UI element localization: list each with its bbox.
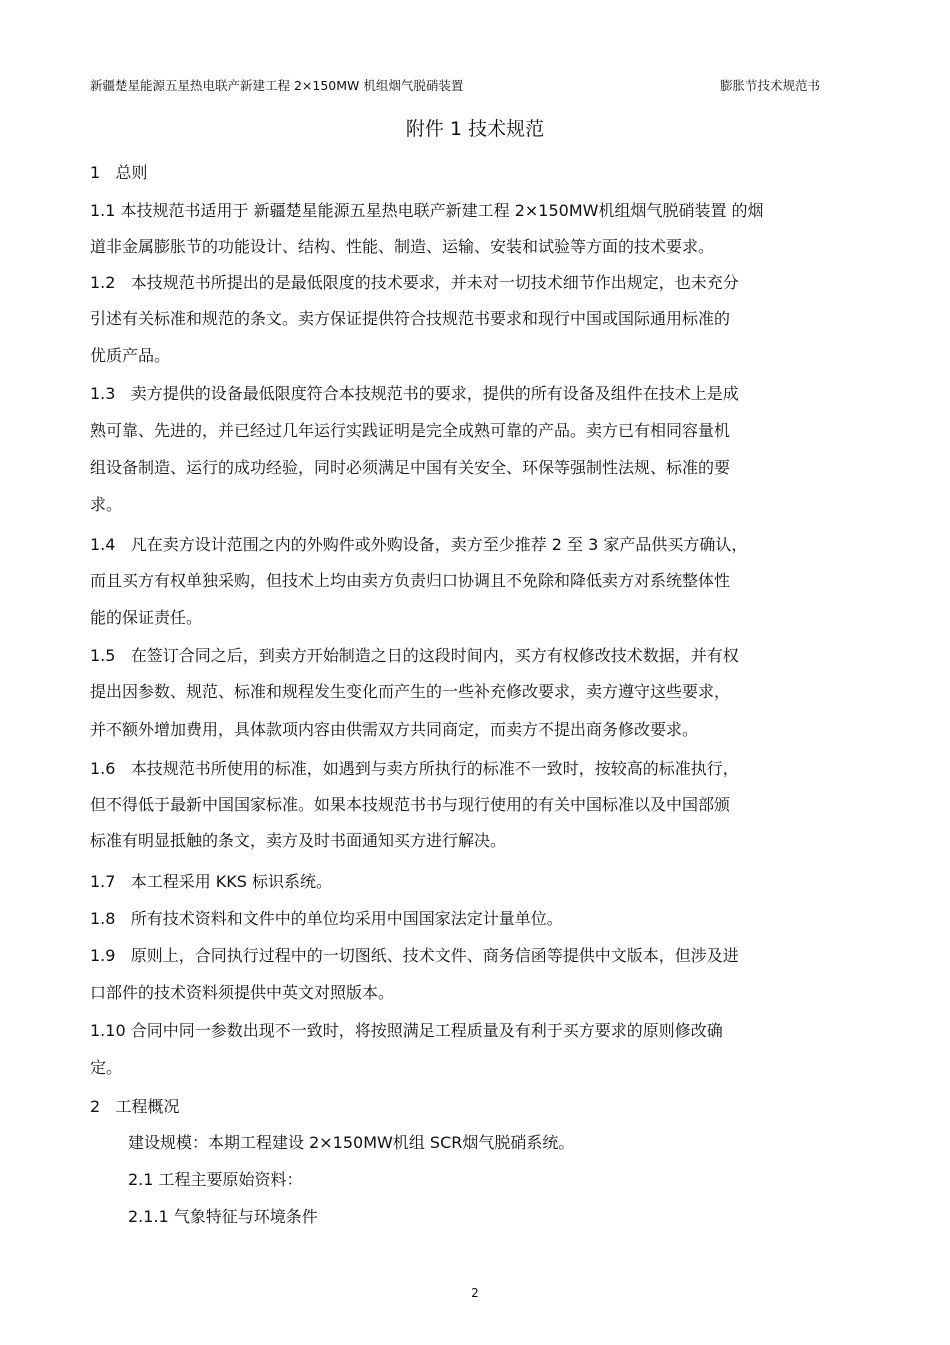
subsection-heading: 2.1.1 气象特征与环境条件 (128, 1207, 318, 1226)
page-title: 附件 1 技术规范 (405, 118, 545, 140)
text-line: 道非金属膨胀节的功能设计、结构、性能、制造、运输、安装和试验等方面的技术要求。 (90, 237, 715, 256)
text-line: 熟可靠、先进的，并已经过几年运行实践证明是完全成熟可靠的产品。卖方已有相同容量机 (90, 421, 731, 440)
text-line: 1.8 所有技术资料和文件中的单位均采用中国国家法定计量单位。 (90, 909, 563, 928)
section-heading-2: 2 工程概况 (90, 1097, 180, 1116)
text-line: 并不额外增加费用，具体款项内容由供需双方共同商定，而卖方不提出商务修改要求。 (90, 720, 699, 739)
page-number: 2 (471, 1286, 479, 1300)
text-line: 1.2 本技规范书所提出的是最低限度的技术要求，并未对一切技术细节作出规定，也未充分 (90, 273, 739, 292)
section-heading-1: 1 总则 (90, 163, 148, 182)
text-line: 1.7 本工程采用 KKS 标识系统。 (90, 872, 333, 891)
text-line: 组设备制造、运行的成功经验，同时必须满足中国有关安全、环保等强制性法规、标准的要 (90, 458, 731, 477)
text-line: 1.9 原则上，合同执行过程中的一切图纸、技术文件、商务信函等提供中文版本，但涉及进 (90, 946, 739, 965)
text-line: 1.3 卖方提供的设备最低限度符合本技规范书的要求，提供的所有设备及组件在技术上是成 (90, 384, 739, 403)
text-line: 提出因参数、规范、标准和规程发生变化而产生的一些补充修改要求，卖方遵守这些要求， (90, 682, 731, 701)
text-line: 1.5 在签订合同之后，到卖方开始制造之日的这段时间内，买方有权修改技术数据，并有权 (90, 646, 739, 665)
text-line: 1.6 本技规范书所使用的标准，如遇到与卖方所执行的标准不一致时，按较高的标准执行， (90, 759, 739, 778)
text-line: 引述有关标准和规范的条文。卖方保证提供符合技规范书要求和现行中国或国际通用标准的 (90, 309, 731, 328)
header-document-title: 膨胀节技术规范书 (719, 78, 820, 93)
text-line: 而且买方有权单独采购，但技术上均由卖方负责归口协调且不免除和降低卖方对系统整体性 (90, 571, 731, 590)
text-line: 但不得低于最新中国国家标准。如果本技规范书书与现行使用的有关中国标准以及中国部颁 (90, 795, 731, 814)
text-line: 优质产品。 (90, 346, 171, 365)
text-line: 建设规模：本期工程建设 2×150MW机组 SCR烟气脱硝系统。 (128, 1133, 575, 1152)
subsection-heading: 2.1 工程主要原始资料： (128, 1170, 303, 1189)
text-line: 定。 (90, 1058, 123, 1077)
text-line: 能的保证责任。 (90, 608, 203, 627)
text-line: 口部件的技术资料须提供中英文对照版本。 (90, 983, 395, 1002)
header-project-title: 新疆楚星能源五星热电联产新建工程 2×150MW 机组烟气脱硝装置 (90, 78, 464, 93)
text-line: 1.10 合同中同一参数出现不一致时，将按照满足工程质量及有利于买方要求的原则修改确 (90, 1021, 723, 1040)
text-line: 标准有明显抵触的条文，卖方及时书面通知买方进行解决。 (90, 831, 507, 850)
text-line: 求。 (90, 495, 123, 514)
text-line: 1.1 本技规范书适用于 新疆楚星能源五星热电联产新建工程 2×150MW机组烟气脱硝装置 的烟 (90, 201, 764, 220)
page-header (90, 76, 820, 96)
text-line: 1.4 凡在卖方设计范围之内的外购件或外购设备，卖方至少推荐 2 至 3 家产品供买方确认， (90, 535, 748, 554)
